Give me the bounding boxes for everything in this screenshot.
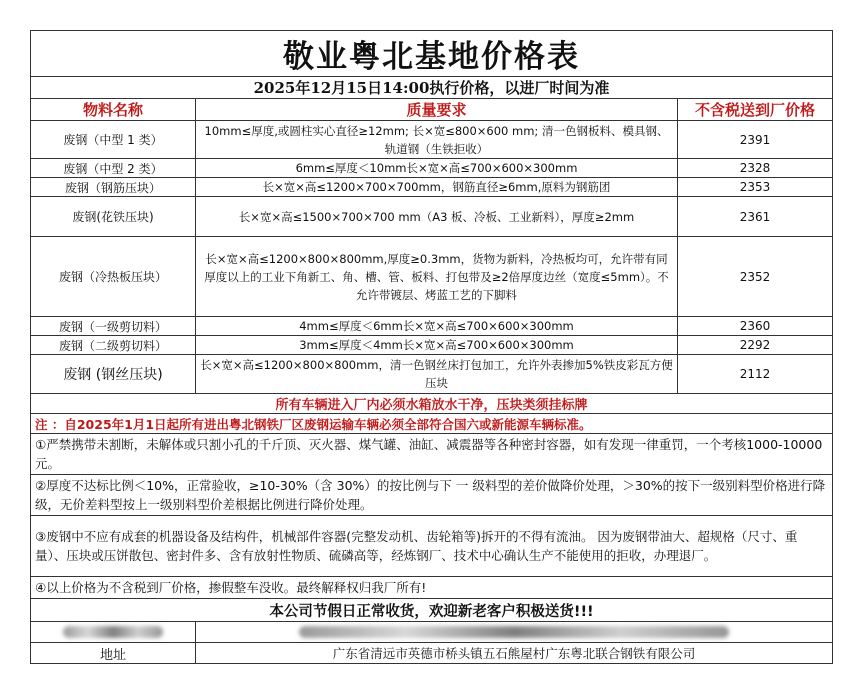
table-row <box>31 178 833 197</box>
vehicle-notice: 所有车辆进入厂内必须水箱放水干净，压块类须挂标牌 <box>31 394 833 414</box>
note-row <box>31 577 833 599</box>
quality-spec: 长×宽×高≤1200×800×800mm,厚度≥0.3mm，货物为新料，冷热板均可，允许带有同厚度以上的工业下角新工、角、槽、管、板料、打包带及≥2倍厚度边丝（宽度≤5mm）。不允许带镀层、烤蓝工艺的下脚料 <box>196 237 678 317</box>
price-table <box>30 30 833 664</box>
material-name: 废钢（一级剪切料） <box>31 317 196 336</box>
quality-spec: 长×宽×高≤1200×700×700mm，钢筋直径≥6mm,原料为钢筋团 <box>196 178 678 197</box>
note-row <box>31 516 833 577</box>
subtitle-row <box>31 77 833 99</box>
header-price: 不含税送到厂价格 <box>678 99 833 121</box>
quality-spec: 长×宽×高≤1500×700×700 mm（A3 板、冷板、工业新料），厚度≥2mm <box>196 197 678 237</box>
contact-label-redacted <box>31 622 196 643</box>
price-value: 2360 <box>678 317 833 336</box>
header-row <box>31 99 833 121</box>
table-row <box>31 121 833 159</box>
material-name: 废钢（二级剪切料） <box>31 336 196 355</box>
quality-spec: 6mm≤厚度＜10mm长×宽×高≤700×600×300mm <box>196 159 678 178</box>
address-value: 广东省清远市英德市桥头镇五石熊屋村广东粤北联合钢铁有限公司 <box>196 643 833 664</box>
table-row <box>31 317 833 336</box>
note-1: ①严禁携带未割断，未解体或只割小孔的千斤顶、灭火器、煤气罐、油缸、减震器等各种密封容器，如有发现一律重罚，一个考核1000-10000元。 <box>31 434 833 475</box>
quality-spec: 4mm≤厚度＜6mm长×宽×高≤700×600×300mm <box>196 317 678 336</box>
table-row <box>31 197 833 237</box>
header-material: 物料名称 <box>31 99 196 121</box>
contact-value-redacted <box>196 622 833 643</box>
material-name: 废钢（中型 2 类） <box>31 159 196 178</box>
note-3: ③废钢中不应有成套的机器设备及结构件，机械部件容器(完整发动机、齿轮箱等)拆开的不得有流油。 因为废钢带油大、超规格（尺寸、重量）、压块或压饼散包、密封件多、含有放射性物质、硫磷高等，经炼钢厂、技术中心确认生产不能使用的拒收，办理退厂。 <box>31 516 833 577</box>
quality-spec: 长×宽×高≤1200×800×800mm，清一色钢丝床打包加工，允许外表掺加5%铁皮彩瓦方便压块 <box>196 355 678 394</box>
contact-row <box>31 622 833 643</box>
price-value: 2352 <box>678 237 833 317</box>
price-value: 2328 <box>678 159 833 178</box>
material-name: 废钢（钢筋压块） <box>31 178 196 197</box>
table-row <box>31 336 833 355</box>
table-row <box>31 159 833 178</box>
price-value: 2361 <box>678 197 833 237</box>
note-row <box>31 434 833 475</box>
price-value: 2112 <box>678 355 833 394</box>
quality-spec: 3mm≤厚度＜4mm长×宽×高≤700×600×300mm <box>196 336 678 355</box>
material-name: 废钢 (钢丝压块) <box>31 355 196 394</box>
effective-time: 2025年12月15日14:00执行价格，以进厂时间为准 <box>31 77 833 99</box>
price-value: 2292 <box>678 336 833 355</box>
note-2: ②厚度不达标比例＜10%，正常验收，≥10-30%（含 30%）的按比例与下 一 级料型的差价做降价处理，＞30%的按下一级别料型价格进行降级，无价差料型按上一级别料型价差根据比例进行降价处理。 <box>31 475 833 516</box>
quality-spec: 10mm≤厚度,或圆柱实心直径≥12mm; 长×宽≤800×600 mm; 清一色钢板料、模具钢、轨道钢（生铁拒收） <box>196 121 678 159</box>
note-row <box>31 475 833 516</box>
title-row <box>31 31 833 77</box>
table-row <box>31 237 833 317</box>
header-quality: 质量要求 <box>196 99 678 121</box>
holiday-notice: 本公司节假日正常收货，欢迎新老客户积极送货!!! <box>31 599 833 622</box>
emission-note-row <box>31 414 833 434</box>
vehicle-notice-row <box>31 394 833 414</box>
address-label: 地址 <box>31 643 196 664</box>
redacted-text <box>63 626 163 638</box>
redacted-text <box>299 626 729 638</box>
table-row <box>31 355 833 394</box>
note-4: ④以上价格为不含税到厂价格，掺假整车没收。最终解释权归我厂所有! <box>31 577 833 599</box>
page-title: 敬业粤北基地价格表 <box>31 31 833 77</box>
material-name: 废钢（中型 1 类） <box>31 121 196 159</box>
emission-note: 注 ：自2025年1月1日起所有进出粤北钢铁厂区废钢运输车辆必须全部符合国六或新能源车辆标准。 <box>31 414 833 434</box>
address-row <box>31 643 833 664</box>
holiday-notice-row <box>31 599 833 622</box>
material-name: 废钢（冷热板压块） <box>31 237 196 317</box>
material-name: 废钢(花铁压块) <box>31 197 196 237</box>
price-value: 2391 <box>678 121 833 159</box>
price-value: 2353 <box>678 178 833 197</box>
